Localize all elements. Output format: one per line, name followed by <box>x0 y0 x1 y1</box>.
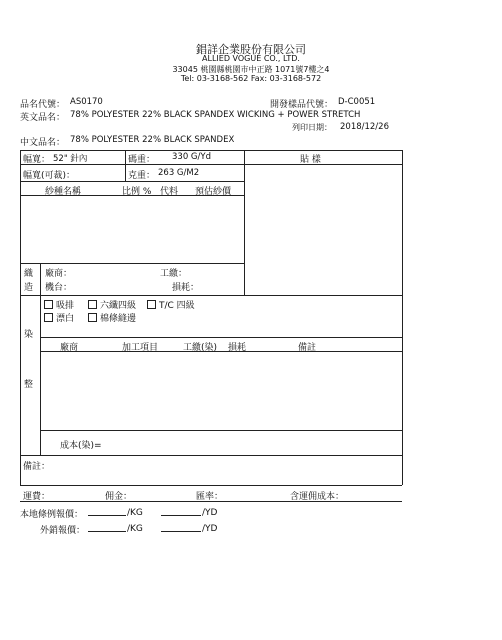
yarn-col-price: 預估紗價 <box>195 187 232 197</box>
dye-option-label: 六纖四級 <box>100 301 137 311</box>
company-address: 33045 桃園縣桃園市中正路 1071號7樓之4 <box>172 65 330 74</box>
checkbox[interactable] <box>44 300 53 309</box>
dev-code-value: D-C0051 <box>338 97 376 107</box>
export-price-kg-field[interactable] <box>88 523 126 532</box>
cost-line-divider <box>20 501 402 502</box>
dye-option-label: 吸排 <box>56 301 75 311</box>
dye-option-label: T/C 四級 <box>159 301 195 311</box>
item-code-label: 品名代號： <box>20 100 66 110</box>
weave-fee-label: 工繳： <box>160 269 188 279</box>
local-price-kg-field[interactable] <box>88 507 126 516</box>
export-price-yd-field[interactable] <box>161 523 201 532</box>
dye-option-3[interactable] <box>147 298 195 311</box>
width-value: 52" 針內 <box>53 154 88 164</box>
dye-option-5[interactable] <box>88 311 136 324</box>
weave-loss-label: 損耗： <box>172 283 200 293</box>
company-name-en: ALLIED VOGUE CO., LTD. <box>202 54 300 63</box>
yarn-col-material: 代料 <box>160 187 179 197</box>
remarks-label: 備註： <box>23 462 51 472</box>
export-price-kg-unit: /KG <box>127 524 143 534</box>
sample-area-label: 貼 樣 <box>300 155 321 165</box>
dye-option-1[interactable] <box>44 298 74 311</box>
print-date-label: 列印日期： <box>292 123 332 132</box>
weave-machine-label: 機台： <box>45 283 73 293</box>
checkbox[interactable] <box>44 313 53 322</box>
weave-section-char-2: 造 <box>24 283 34 293</box>
dye-col-process: 加工項目 <box>122 343 159 353</box>
weight-label: 克重： <box>128 171 156 181</box>
local-price-kg-unit: /KG <box>127 508 143 518</box>
company-name-zh: 錩詳企業股份有限公司 <box>196 43 306 56</box>
freight-label: 運費： <box>23 492 51 502</box>
dye-option-label: 棉條縫邊 <box>100 314 137 324</box>
dye-col-loss: 損耗 <box>228 343 247 353</box>
checkbox[interactable] <box>88 313 97 322</box>
dye-cost-label: 成本(染)= <box>60 441 102 451</box>
density-label: 碼重： <box>128 155 156 165</box>
commission-label: 佣金： <box>105 492 133 502</box>
dye-section-char-2: 整 <box>24 380 34 390</box>
dye-col-vendor: 廠商 <box>60 343 79 353</box>
density-value: 330 G/Yd <box>172 152 211 162</box>
dye-option-2[interactable] <box>88 298 136 311</box>
dye-col-fee: 工繳(染) <box>183 343 218 353</box>
width-label: 幅寬： <box>23 155 51 165</box>
local-price-yd-unit: /YD <box>202 508 218 518</box>
local-price-label: 本地條例報價： <box>20 510 84 520</box>
exchange-label: 匯率： <box>196 492 224 502</box>
export-price-yd-unit: /YD <box>202 524 218 534</box>
dye-col-note: 備註 <box>298 343 317 353</box>
yarn-col-ratio: 比例 % <box>122 187 152 197</box>
usable-width-label: 幅寬(可裁)： <box>23 171 76 181</box>
company-tel-fax: Tel: 03-3168-562 Fax: 03-3168-572 <box>180 74 322 83</box>
export-price-label: 外銷報價： <box>40 526 86 536</box>
dye-option-label: 漂白 <box>56 314 75 324</box>
dev-code-label: 開發樣品代號： <box>270 100 334 110</box>
yarn-col-name: 紗種名稱 <box>45 187 82 197</box>
print-date-value: 2018/12/26 <box>340 122 389 132</box>
en-name-label: 英文品名： <box>20 113 66 123</box>
en-name-value: 78% POLYESTER 22% BLACK SPANDEX WICKING + POWER STRETCH <box>70 110 361 120</box>
item-code-value: AS0170 <box>70 97 103 107</box>
dye-section-char-1: 染 <box>24 330 34 340</box>
dye-option-4[interactable] <box>44 311 74 324</box>
total-cost-label: 含運佣成本： <box>290 492 345 502</box>
zh-name-value: 78% POLYESTER 22% BLACK SPANDEX <box>70 135 235 145</box>
checkbox[interactable] <box>88 300 97 309</box>
zh-name-label: 中文品名： <box>20 138 66 148</box>
weight-value: 263 G/M2 <box>158 168 200 178</box>
weave-section-char-1: 織 <box>24 269 34 279</box>
weave-factory-label: 廠商： <box>45 269 73 279</box>
local-price-yd-field[interactable] <box>161 507 201 516</box>
checkbox[interactable] <box>147 300 156 309</box>
